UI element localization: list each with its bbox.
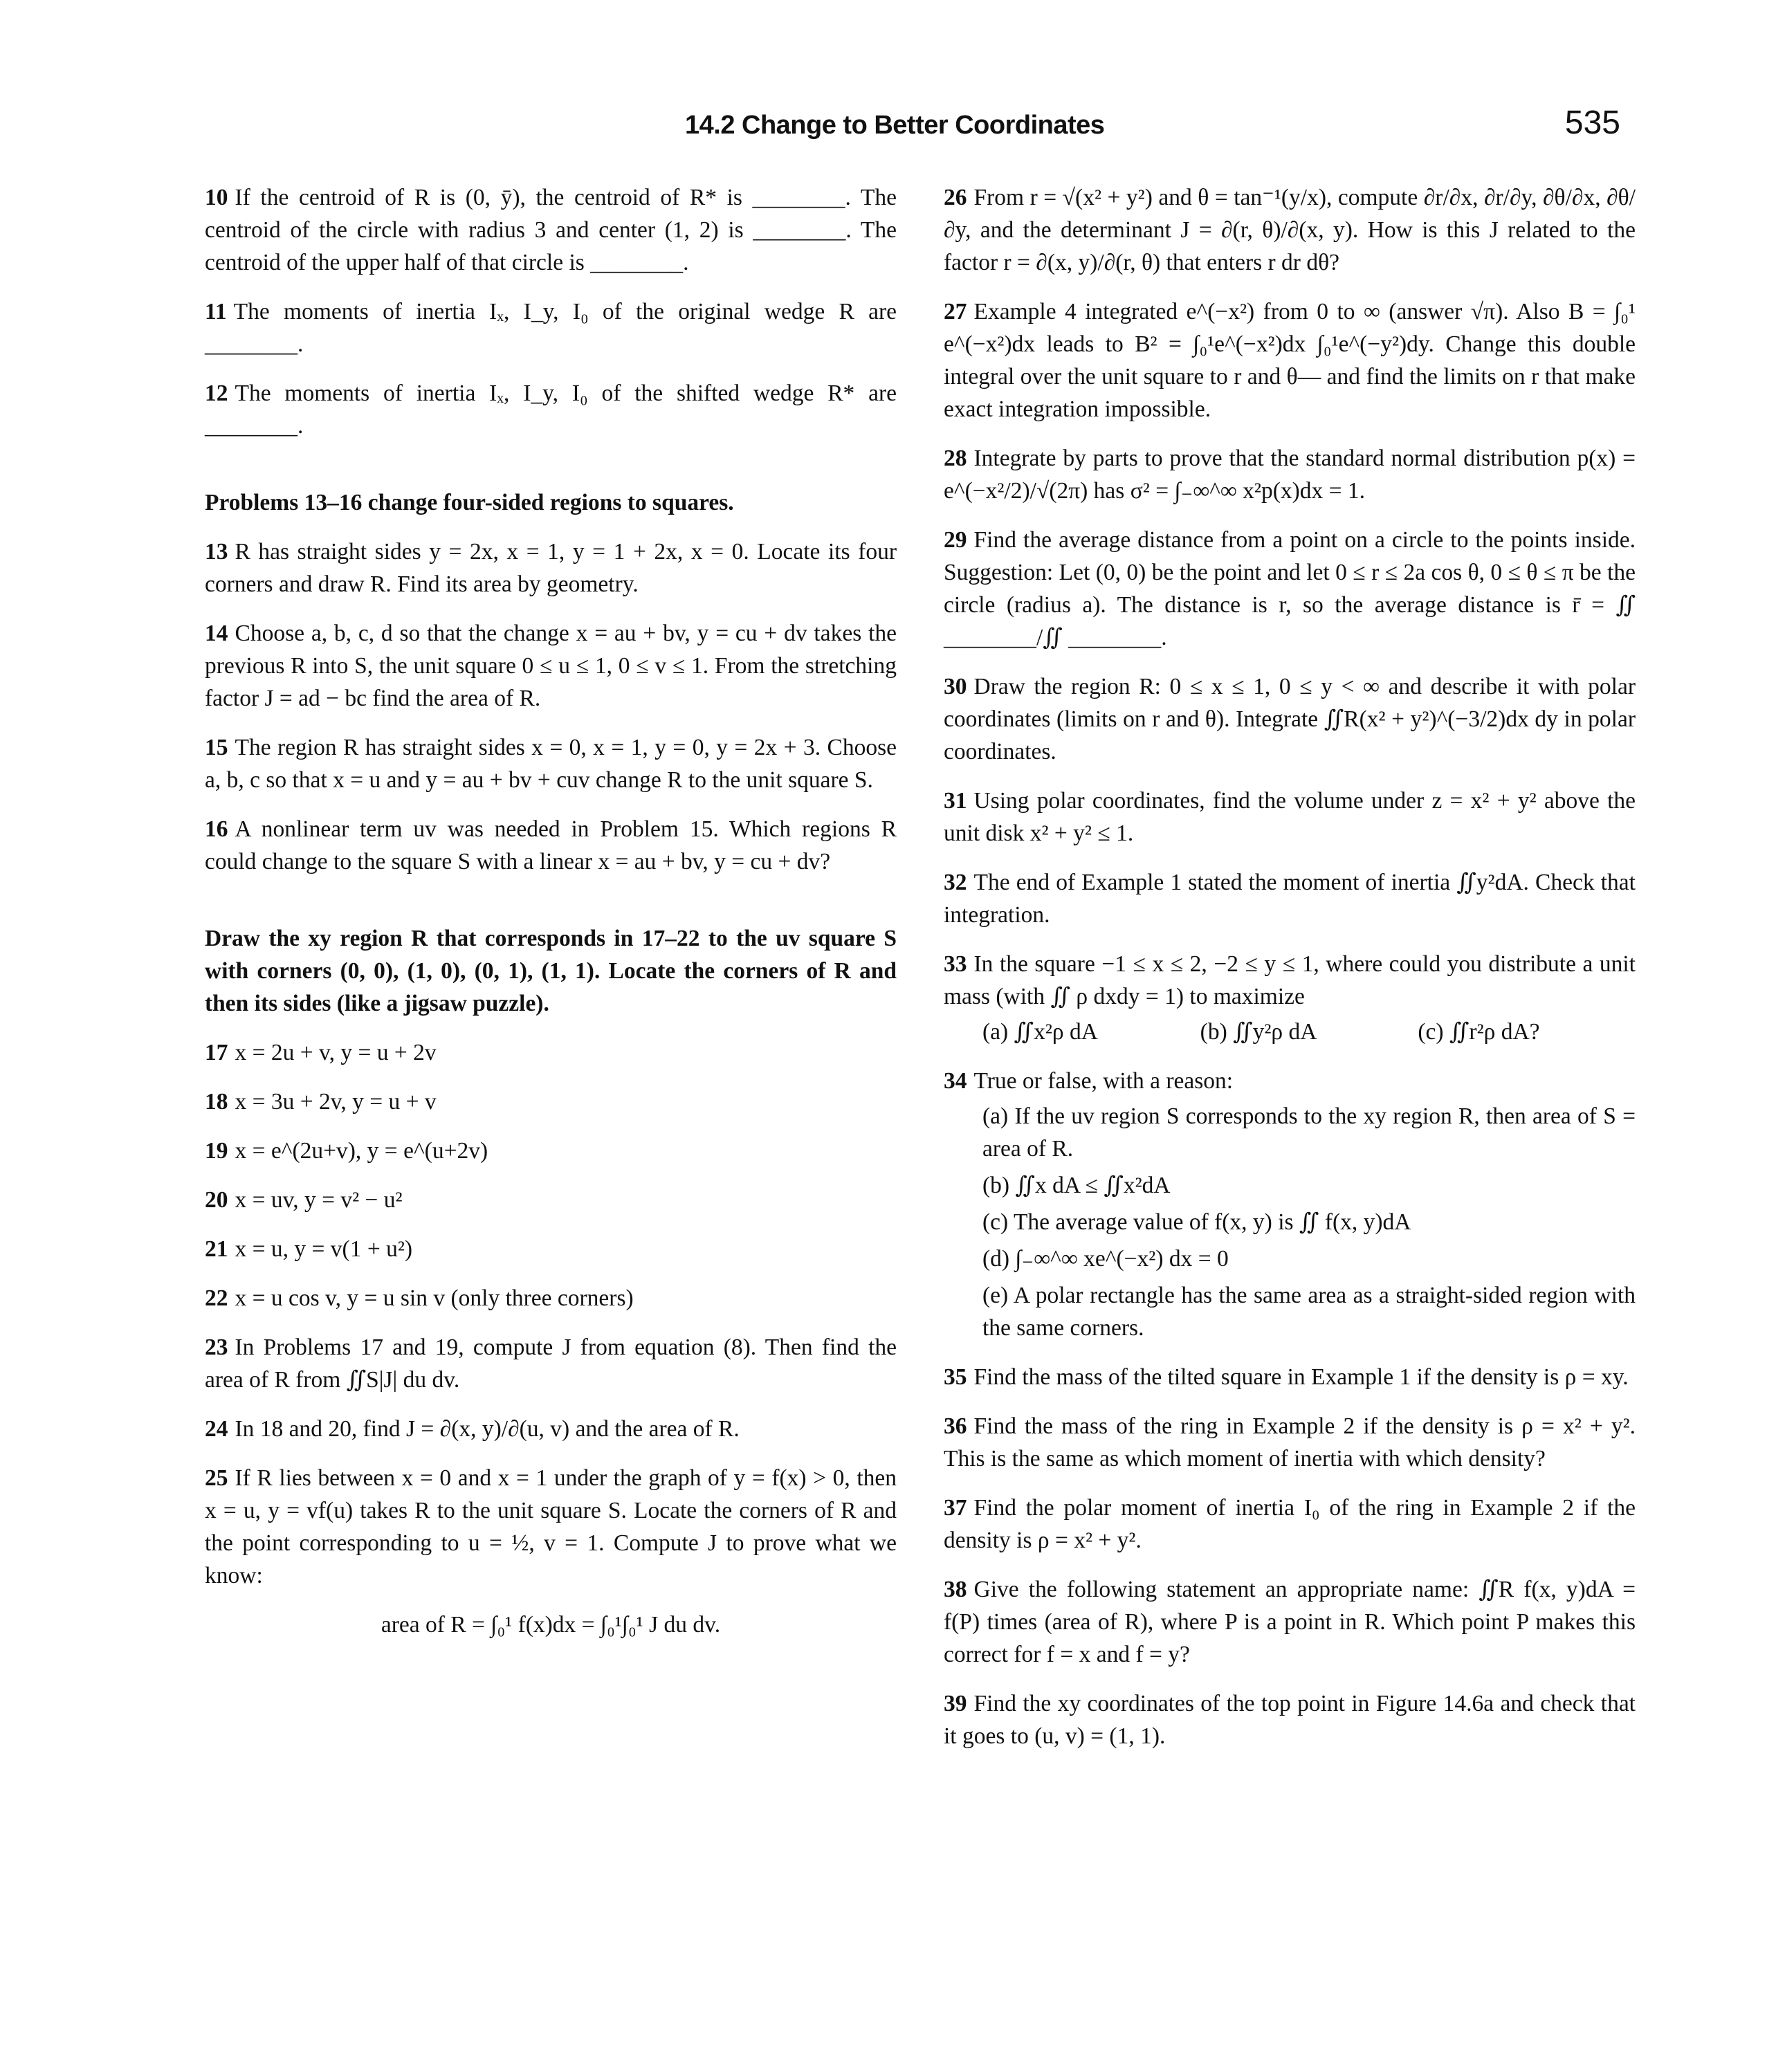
problem-text: Draw the region R: 0 ≤ x ≤ 1, 0 ≤ y < ∞ and describe it with polar coordinates (limits on r and θ). Integrate ∬R(x² + y²)^(−3/2)dx dy in polar coordinates.: [944, 674, 1636, 764]
problem-34-part-a: (a) If the uv region S corresponds to the xy region R, then area of S = area of R.: [982, 1103, 1636, 1162]
problem-24: [205, 1413, 897, 1445]
problem-number: 12: [205, 381, 228, 406]
problem-text: x = e^(2u+v), y = e^(u+2v): [235, 1138, 488, 1164]
problem-36: [944, 1410, 1636, 1475]
problem-32: [944, 866, 1636, 931]
problem-number: 38: [944, 1577, 967, 1602]
problem-number: 11: [205, 299, 227, 324]
problem-text: Choose a, b, c, d so that the change x = au + bv, y = cu + dv takes the previous R into S, the unit square 0 ≤ u ≤ 1, 0 ≤ v ≤ 1. From the stretching factor J = ad − bc find the area of R.: [205, 621, 897, 711]
problem-33: [944, 948, 1636, 1013]
problem-31: [944, 785, 1636, 850]
problem-20: [205, 1184, 897, 1216]
problem-text: The end of Example 1 stated the moment of inertia ∬y²dA. Check that integration.: [944, 870, 1636, 928]
problem-number: 28: [944, 446, 967, 471]
problem-text: The moments of inertia Iₓ, I_y, I₀ of the shifted wedge R* are ________.: [205, 381, 897, 439]
problem-34-part-d: (d) ∫₋∞^∞ xe^(−x²) dx = 0: [982, 1246, 1229, 1272]
problem-text: The region R has straight sides x = 0, x = 1, y = 0, y = 2x + 3. Choose a, b, c so that x = u and y = au + bv + cuv change R to the unit square S.: [205, 735, 897, 793]
problem-text: Using polar coordinates, find the volume under z = x² + y² above the unit disk x² + y² ≤ 1.: [944, 788, 1636, 846]
problem-30: [944, 670, 1636, 768]
problem-number: 34: [944, 1068, 967, 1094]
display-equation: area of R = ∫₀¹ f(x)dx = ∫₀¹∫₀¹ J du dv.: [381, 1612, 721, 1638]
problem-27: [944, 295, 1636, 425]
problem-number: 20: [205, 1187, 228, 1213]
problem-number: 14: [205, 621, 228, 646]
problem-34: [944, 1065, 1636, 1097]
section-title: 14.2 Change to Better Coordinates: [685, 111, 1105, 140]
problem-number: 25: [205, 1465, 228, 1491]
problem-number: 33: [944, 951, 967, 977]
problem-number: 35: [944, 1364, 967, 1390]
problem-text: x = 3u + 2v, y = u + v: [235, 1089, 437, 1115]
left-column: [205, 181, 897, 1641]
problem-text: R has straight sides y = 2x, x = 1, y = 1 + 2x, x = 0. Locate its four corners and draw R. Find its area by geometry.: [205, 539, 897, 597]
problem-text: Find the mass of the ring in Example 2 if the density is ρ = x² + y². This is the same as which moment of inertia with which density?: [944, 1413, 1636, 1472]
problem-25: [205, 1462, 897, 1592]
section-heading-17-22: Draw the xy region R that corresponds in 17–22 to the uv square S with corners (0, 0), (1, 0), (0, 1), (1, 1). Locate the corners of R and then its sides (like a jigsaw puzzle).: [205, 926, 897, 1016]
problem-15: [205, 731, 897, 796]
problem-text: x = u, y = v(1 + u²): [235, 1236, 413, 1262]
problem-number: 31: [944, 788, 967, 814]
problem-39: [944, 1687, 1636, 1752]
problem-number: 36: [944, 1413, 967, 1439]
problem-number: 29: [944, 527, 967, 553]
problem-number: 37: [944, 1495, 967, 1521]
problem-text: x = uv, y = v² − u²: [235, 1187, 403, 1213]
problem-text: Example 4 integrated e^(−x²) from 0 to ∞ (answer √π). Also B = ∫₀¹ e^(−x²)dx leads to B² = ∫₀¹e^(−x²)dx ∫₀¹e^(−y²)dy. Change this double integral over the unit square to r and θ— and find the limits on r that make exact integration impossible.: [944, 299, 1636, 422]
problem-number: 24: [205, 1416, 228, 1442]
problem-number: 16: [205, 816, 228, 842]
problem-10: [205, 181, 897, 279]
problem-number: 21: [205, 1236, 228, 1262]
problem-number: 26: [944, 185, 967, 210]
problem-text: If R lies between x = 0 and x = 1 under the graph of y = f(x) > 0, then x = u, y = vf(u) takes R to the unit square S. Locate the corners of R and the point corresponding to u = ½, v = 1. Compute J to prove what we know:: [205, 1465, 897, 1588]
problem-text: Find the polar moment of inertia I₀ of the ring in Example 2 if the density is ρ = x² + y².: [944, 1495, 1636, 1553]
problem-number: 32: [944, 870, 967, 895]
problem-text: In Problems 17 and 19, compute J from equation (8). Then find the area of R from ∬S|J| du dv.: [205, 1335, 897, 1393]
problem-number: 18: [205, 1089, 228, 1115]
problem-21: [205, 1233, 897, 1265]
problem-37: [944, 1492, 1636, 1557]
page-number: 535: [1564, 104, 1620, 141]
problem-17: [205, 1036, 897, 1069]
problem-number: 17: [205, 1040, 228, 1065]
problem-19: [205, 1135, 897, 1167]
problem-38: [944, 1573, 1636, 1671]
problem-text: Find the mass of the tilted square in Example 1 if the density is ρ = xy.: [973, 1364, 1629, 1390]
choice-c: (c) ∬r²ρ dA?: [1418, 1019, 1540, 1045]
problem-text: From r = √(x² + y²) and θ = tan⁻¹(y/x), compute ∂r/∂x, ∂r/∂y, ∂θ/∂x, ∂θ/∂y, and the determinant J = ∂(r, θ)/∂(x, y). How is this J related to the factor r = ∂(x, y)/∂(r, θ) that enters r dr dθ?: [944, 185, 1636, 275]
problem-number: 27: [944, 299, 967, 324]
problem-number: 30: [944, 674, 967, 699]
problem-number: 39: [944, 1691, 967, 1716]
problem-23: [205, 1331, 897, 1396]
problem-text: In 18 and 20, find J = ∂(x, y)/∂(u, v) and the area of R.: [235, 1416, 740, 1442]
problem-16: [205, 813, 897, 878]
problem-text: Integrate by parts to prove that the standard normal distribution p(x) = e^(−x²/2)/√(2π) has σ² = ∫₋∞^∞ x²p(x)dx = 1.: [944, 446, 1636, 504]
problem-number: 23: [205, 1335, 228, 1360]
problem-33-choices: [944, 1016, 1636, 1048]
problem-13: [205, 535, 897, 600]
problem-text: The moments of inertia Iₓ, I_y, I₀ of the original wedge R are ________.: [205, 299, 897, 357]
problem-29: [944, 524, 1636, 654]
problem-34-part-e: (e) A polar rectangle has the same area as a straight-sided region with the same corners.: [982, 1283, 1636, 1341]
problem-34-part-c: (c) The average value of f(x, y) is ∬ f(x, y)dA: [982, 1209, 1411, 1235]
right-column: [944, 181, 1636, 1769]
problem-text: Give the following statement an appropriate name: ∬R f(x, y)dA = f(P) times (area of R), where P is a point in R. Which point P makes this correct for f = x and f = y?: [944, 1577, 1636, 1667]
problem-text: x = 2u + v, y = u + 2v: [235, 1040, 437, 1065]
choice-a: (a) ∬x²ρ dA: [982, 1019, 1098, 1045]
problem-number: 22: [205, 1285, 228, 1311]
problem-number: 10: [205, 185, 228, 210]
choice-b: (b) ∬y²ρ dA: [1200, 1019, 1317, 1045]
page-header: [0, 104, 1776, 152]
problem-text: A nonlinear term uv was needed in Problem 15. Which regions R could change to the square S with a linear x = au + bv, y = cu + dv?: [205, 816, 897, 874]
problem-text: Find the xy coordinates of the top point in Figure 14.6a and check that it goes to (u, v) = (1, 1).: [944, 1691, 1636, 1749]
problem-18: [205, 1085, 897, 1118]
problem-text: Find the average distance from a point on a circle to the points inside. Suggestion: Let (0, 0) be the point and let 0 ≤ r ≤ 2a cos θ, 0 ≤ θ ≤ π be the circle (radius a). The distance is r, so the average distance is r̄ = ∬ ________/∬ ________.: [944, 527, 1636, 650]
problem-35: [944, 1361, 1636, 1393]
problem-number: 15: [205, 735, 228, 760]
problem-14: [205, 617, 897, 715]
problem-number: 19: [205, 1138, 228, 1164]
problem-text: True or false, with a reason:: [973, 1068, 1234, 1094]
problem-22: [205, 1282, 897, 1314]
problem-28: [944, 442, 1636, 507]
problem-11: [205, 295, 897, 360]
problem-34-part-b: (b) ∬x dA ≤ ∬x²dA: [982, 1173, 1171, 1198]
problem-12: [205, 377, 897, 442]
section-heading-13-16: Problems 13–16 change four-sided regions to squares.: [205, 490, 734, 515]
problem-text: x = u cos v, y = u sin v (only three corners): [235, 1285, 634, 1311]
problem-number: 13: [205, 539, 228, 565]
problem-26: [944, 181, 1636, 279]
problem-text: If the centroid of R is (0, ȳ), the centroid of R* is ________. The centroid of the circle with radius 3 and center (1, 2) is ________. The centroid of the upper half of that circle is ________.: [205, 185, 897, 275]
problem-text: In the square −1 ≤ x ≤ 2, −2 ≤ y ≤ 1, where could you distribute a unit mass (with ∬ ρ dxdy = 1) to maximize: [944, 951, 1636, 1009]
